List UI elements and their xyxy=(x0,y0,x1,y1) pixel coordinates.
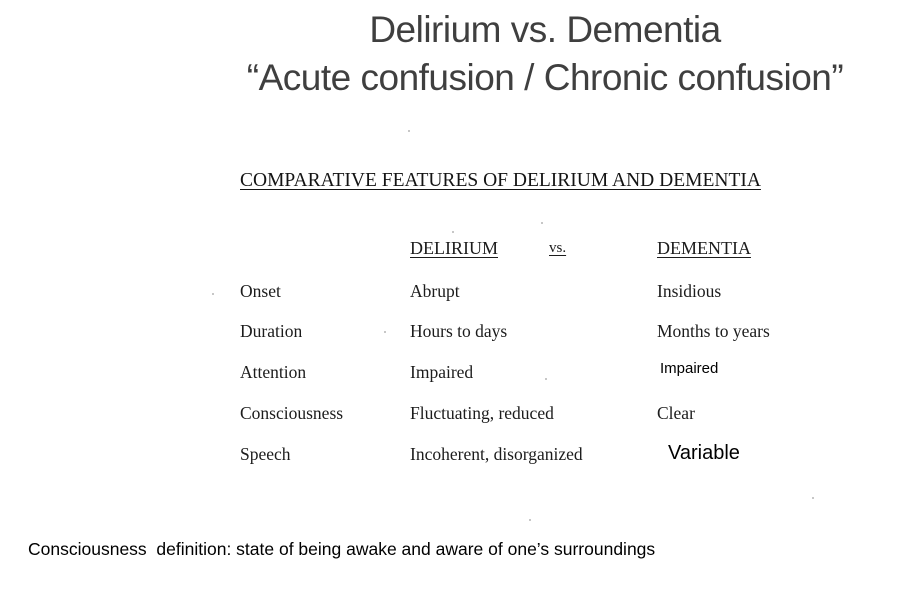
scan-speck xyxy=(212,293,214,295)
feature-label: Onset xyxy=(240,281,281,301)
slide-title: Delirium vs. Dementia xyxy=(369,9,721,50)
delirium-value: Hours to days xyxy=(410,321,508,341)
scan-speck xyxy=(452,231,454,233)
delirium-value: Impaired xyxy=(410,362,474,382)
column-header-dementia: DEMENTIA xyxy=(657,238,751,258)
table-row xyxy=(0,362,920,386)
delirium-value: Abrupt xyxy=(410,281,460,301)
scan-speck xyxy=(545,378,547,380)
dementia-value: Insidious xyxy=(657,281,722,301)
feature-label: Speech xyxy=(240,444,291,464)
delirium-value: Fluctuating, reduced xyxy=(410,403,554,423)
scan-speck xyxy=(529,519,531,521)
dementia-value: Impaired xyxy=(660,360,719,377)
feature-label: Consciousness xyxy=(240,403,344,423)
feature-label: Attention xyxy=(240,362,307,382)
dementia-value: Clear xyxy=(657,403,695,423)
table-row xyxy=(0,281,920,305)
scan-speck xyxy=(541,222,543,224)
scan-speck xyxy=(384,331,386,333)
column-header-delirium: DELIRIUM xyxy=(410,238,498,258)
table-row xyxy=(0,403,920,427)
slide-subtitle: “Acute confusion / Chronic confusion” xyxy=(246,57,844,98)
footnote: Consciousness definition: state of being awake and aware of one’s surroundings xyxy=(28,539,656,559)
table-row xyxy=(0,444,920,468)
dementia-value: Months to years xyxy=(657,321,770,341)
feature-label: Duration xyxy=(240,321,303,341)
scan-speck xyxy=(408,130,410,132)
table-row xyxy=(0,321,920,345)
column-header-vs: vs. xyxy=(549,240,567,256)
table-heading: COMPARATIVE FEATURES OF DELIRIUM AND DEMENTIA xyxy=(240,170,761,191)
delirium-value: Incoherent, disorganized xyxy=(410,444,583,464)
scan-speck xyxy=(812,497,814,499)
dementia-value: Variable xyxy=(668,442,740,464)
